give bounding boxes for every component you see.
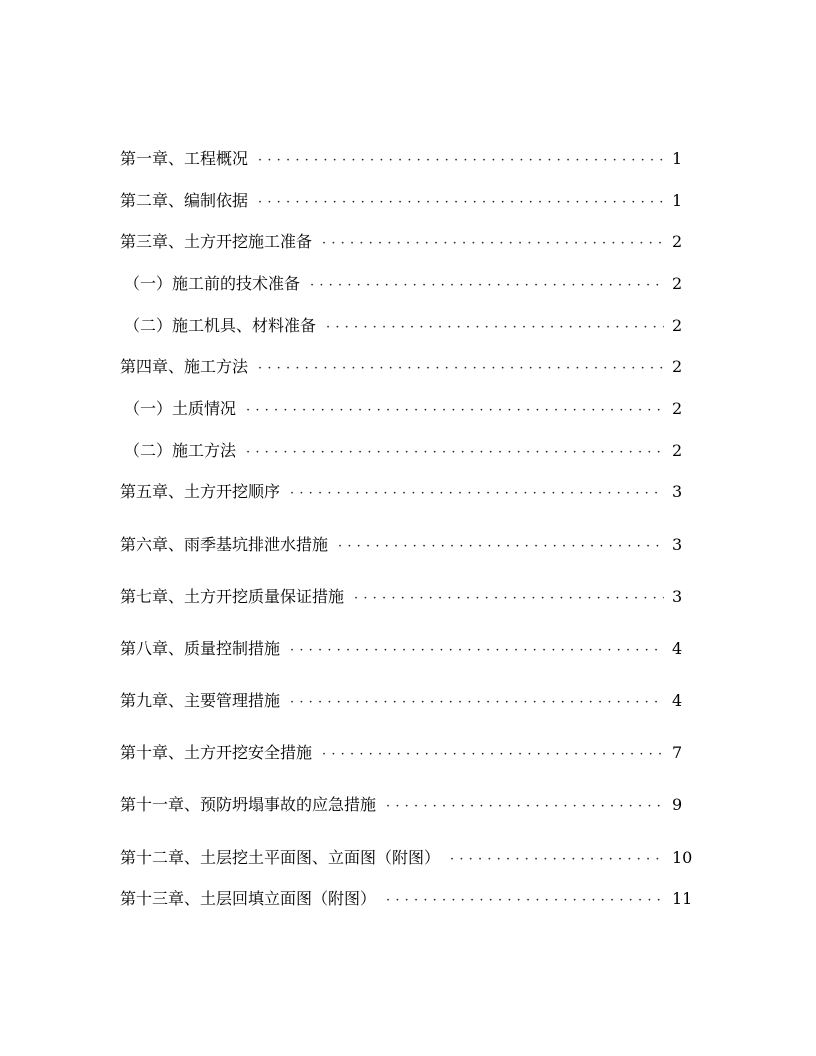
toc-entry[interactable]	[120, 355, 690, 379]
toc-entry[interactable]	[120, 272, 690, 296]
toc-entry[interactable]	[120, 846, 693, 870]
toc-entry-title: 第十章、土方开挖安全措施	[120, 743, 313, 762]
toc-leader-dots	[310, 274, 664, 298]
toc-entry-title: 第十二章、土层挖土平面图、立面图（附图）	[120, 848, 441, 867]
toc-entry-page: 11	[672, 889, 693, 908]
toc-entry[interactable]	[120, 397, 690, 421]
toc-entry-page: 10	[672, 848, 693, 867]
toc-entry[interactable]	[120, 741, 690, 765]
toc-entry[interactable]	[120, 439, 690, 463]
toc-leader-dots	[322, 232, 664, 256]
toc-entry[interactable]	[120, 689, 690, 713]
toc-entry-title: （二）施工方法	[124, 441, 237, 460]
toc-entry-title: （一）施工前的技术准备	[124, 274, 301, 293]
toc-leader-dots	[338, 535, 664, 559]
toc-entry-page: 3	[672, 587, 683, 606]
toc-leader-dots	[246, 399, 664, 423]
toc-leader-dots	[386, 795, 664, 819]
toc-entry-page: 2	[672, 232, 683, 251]
toc-leader-dots	[290, 691, 664, 715]
toc-entry-page: 4	[672, 691, 683, 710]
toc-leader-dots	[290, 639, 664, 663]
toc-entry[interactable]	[120, 637, 690, 661]
toc-entry-title: 第十三章、土层回填立面图（附图）	[120, 889, 377, 908]
toc-entry-page: 1	[672, 191, 683, 210]
toc-entry-page: 3	[672, 482, 683, 501]
toc-entry[interactable]	[120, 230, 690, 254]
toc-entry[interactable]	[120, 793, 690, 817]
toc-entry-title: （一）土质情况	[124, 399, 237, 418]
toc-entry-title: 第一章、工程概况	[120, 149, 249, 168]
toc-entry-title: 第四章、施工方法	[120, 357, 249, 376]
toc-leader-dots	[258, 357, 664, 381]
toc-leader-dots	[246, 441, 664, 465]
toc-entry-title: 第八章、质量控制措施	[120, 639, 281, 658]
toc-leader-dots	[290, 482, 664, 506]
toc-entry[interactable]	[120, 887, 693, 911]
toc-entry-title: 第二章、编制依据	[120, 191, 249, 210]
toc-entry-page: 2	[672, 399, 683, 418]
toc-entry-title: （二）施工机具、材料准备	[124, 316, 317, 335]
toc-entry-title: 第五章、土方开挖顺序	[120, 482, 281, 501]
toc-entry[interactable]	[120, 480, 690, 504]
toc-entry[interactable]	[120, 189, 690, 213]
toc-entry-page: 2	[672, 274, 683, 293]
toc-leader-dots	[450, 848, 664, 872]
toc-entry-page: 1	[672, 149, 683, 168]
toc-entry-page: 4	[672, 639, 683, 658]
toc-entry-title: 第三章、土方开挖施工准备	[120, 232, 313, 251]
toc-leader-dots	[354, 587, 664, 611]
toc-leader-dots	[258, 149, 664, 173]
toc-entry-title: 第十一章、预防坍塌事故的应急措施	[120, 795, 377, 814]
toc-entry[interactable]	[120, 533, 690, 557]
toc-entry-page: 3	[672, 535, 683, 554]
toc-entry-page: 2	[672, 316, 683, 335]
toc-entry-page: 7	[672, 743, 683, 762]
toc-entry-page: 2	[672, 441, 683, 460]
toc-leader-dots	[322, 743, 664, 767]
toc-entry-title: 第六章、雨季基坑排泄水措施	[120, 535, 329, 554]
toc-entry-page: 9	[672, 795, 683, 814]
toc-entry-title: 第九章、主要管理措施	[120, 691, 281, 710]
toc-entry-page: 2	[672, 357, 683, 376]
toc-entry[interactable]	[120, 314, 690, 338]
toc-leader-dots	[326, 316, 664, 340]
toc-leader-dots	[258, 191, 664, 215]
toc-leader-dots	[386, 889, 664, 913]
toc-entry-title: 第七章、土方开挖质量保证措施	[120, 587, 345, 606]
toc-entry[interactable]	[120, 147, 690, 171]
toc-entry[interactable]	[120, 585, 690, 609]
